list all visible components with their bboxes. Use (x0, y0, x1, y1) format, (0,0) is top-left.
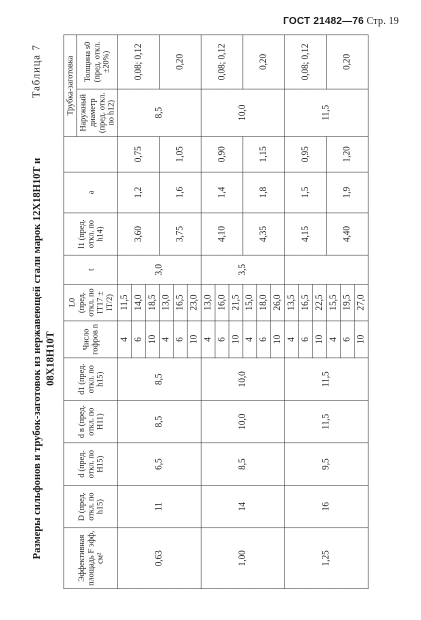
cell-a2: 0,95 (285, 136, 327, 172)
cell-L0: 18,5 (145, 284, 159, 321)
cell-L0: 13,5 (285, 284, 299, 321)
table-row (285, 35, 299, 589)
cell-l1: 4,15 (285, 213, 327, 255)
cell-tube-s: 0,20 (159, 35, 201, 89)
cell-L0: 26,0 (271, 284, 285, 321)
cell-n: 10 (145, 321, 159, 358)
cell-n: 6 (340, 321, 354, 358)
cell-n: 6 (173, 321, 187, 358)
cell-n: 4 (117, 321, 131, 358)
header-a2 (64, 136, 118, 172)
header-t: t (64, 255, 118, 284)
cell-d1: 11,5 (285, 358, 369, 400)
cell-l1: 4,40 (326, 213, 368, 255)
cell-tube-d: 8,5 (117, 89, 201, 136)
cell-area: 1,25 (285, 528, 369, 589)
cell-n: 10 (187, 321, 201, 358)
header-a: a (64, 172, 118, 213)
cell-n: 6 (215, 321, 229, 358)
header-tube-s: Толщина s0 (пред. откл. ±20%) (77, 35, 118, 89)
cell-L0: 18,0 (257, 284, 271, 321)
cell-a2: 0,75 (117, 136, 159, 172)
cell-dv: 10,0 (201, 400, 285, 442)
cell-d1: 8,5 (117, 358, 201, 400)
cell-a: 1,2 (117, 172, 159, 213)
cell-tube-s: 0,20 (326, 35, 368, 89)
cell-area: 1,00 (201, 528, 285, 589)
cell-tube-s: 0,08; 0,12 (285, 35, 327, 89)
cell-l1: 4,35 (243, 213, 285, 255)
cell-area: 0,63 (117, 528, 201, 589)
cell-n: 6 (131, 321, 145, 358)
header-n: Число гофров n (64, 321, 118, 358)
cell-tube-d: 11,5 (285, 89, 369, 136)
cell-n: 10 (229, 321, 243, 358)
cell-n: 4 (326, 321, 340, 358)
cell-a2: 0,90 (201, 136, 243, 172)
cell-a2: 1,05 (159, 136, 201, 172)
cell-tube-s: 0,20 (243, 35, 285, 89)
data-table (64, 35, 369, 589)
cell-L0: 14,0 (131, 284, 145, 321)
header-tube-group: Трубка-заготовка (64, 35, 77, 137)
cell-d: 9,5 (285, 443, 369, 485)
cell-a: 1,4 (201, 172, 243, 213)
cell-n: 4 (243, 321, 257, 358)
header-d: d (пред. откл. по H15) (64, 443, 118, 485)
cell-L0: 15,0 (243, 284, 257, 321)
page-header (283, 16, 399, 27)
page-number: Стр. 19 (366, 16, 399, 27)
cell-L0: 27,0 (354, 284, 368, 321)
cell-L0: 16,5 (298, 284, 312, 321)
cell-d: 6,5 (117, 443, 201, 485)
cell-L0: 11,5 (117, 284, 131, 321)
cell-n: 10 (312, 321, 326, 358)
cell-L0: 23,0 (187, 284, 201, 321)
cell-n: 4 (201, 321, 215, 358)
cell-n: 10 (354, 321, 368, 358)
cell-t: 3,5 (201, 255, 285, 284)
cell-D: 16 (285, 485, 369, 527)
cell-a: 1,5 (285, 172, 327, 213)
cell-L0: 22,5 (312, 284, 326, 321)
cell-t: 3,0 (117, 255, 201, 284)
header-l: l1 (пред. откл. по h14) (64, 213, 118, 255)
gost-number: ГОСТ 21482—76 (283, 16, 364, 27)
cell-n: 4 (285, 321, 299, 358)
cell-t (285, 255, 369, 284)
cell-n: 6 (298, 321, 312, 358)
table-label: Таблица 7 (30, 44, 42, 99)
cell-n: 10 (271, 321, 285, 358)
cell-dv: 8,5 (117, 400, 201, 442)
header-L0: L0 (пред. откл. по IT17 ± IT/2) (64, 284, 118, 321)
header-dv: d в (пред. откл. по H11) (64, 400, 118, 442)
cell-L0: 13,0 (159, 284, 173, 321)
cell-n: 6 (257, 321, 271, 358)
cell-l1: 3,75 (159, 213, 201, 255)
cell-L0: 19,5 (340, 284, 354, 321)
cell-a2: 1,20 (326, 136, 368, 172)
header-area: Эффективная площадь F эфф, см² (64, 528, 118, 589)
cell-D: 14 (201, 485, 285, 527)
cell-tube-d: 10,0 (201, 89, 285, 136)
cell-dv: 11,5 (285, 400, 369, 442)
cell-a: 1,8 (243, 172, 285, 213)
cell-n: 4 (159, 321, 173, 358)
rotated-table-area (30, 35, 366, 589)
cell-a: 1,9 (326, 172, 368, 213)
header-tube-d: Наружный диаметр (пред. откл. по h12) (77, 89, 118, 136)
cell-L0: 16,5 (173, 284, 187, 321)
table-row (117, 35, 131, 589)
cell-l1: 4,10 (201, 213, 243, 255)
cell-L0: 15,5 (326, 284, 340, 321)
cell-L0: 16,0 (215, 284, 229, 321)
cell-a2: 1,15 (243, 136, 285, 172)
cell-tube-s: 0,08; 0,12 (117, 35, 159, 89)
header-D: D (пред. откл. по h15) (64, 485, 118, 527)
cell-d1: 10,0 (201, 358, 285, 400)
cell-tube-s: 0,08; 0,12 (201, 35, 243, 89)
cell-L0: 21,5 (229, 284, 243, 321)
cell-D: 11 (117, 485, 201, 527)
cell-l1: 3,60 (117, 213, 159, 255)
table-caption: Размеры сильфонов и трубок-заготовок из нержавеющей стали марок 12Х18Н10Т и 08Х18Н10Т (30, 157, 56, 560)
cell-a: 1,6 (159, 172, 201, 213)
header-d1: d1 (пред. откл. по h15) (64, 358, 118, 400)
table-row (201, 35, 215, 589)
cell-d: 8,5 (201, 443, 285, 485)
cell-L0: 13,0 (201, 284, 215, 321)
header-row (64, 35, 77, 589)
